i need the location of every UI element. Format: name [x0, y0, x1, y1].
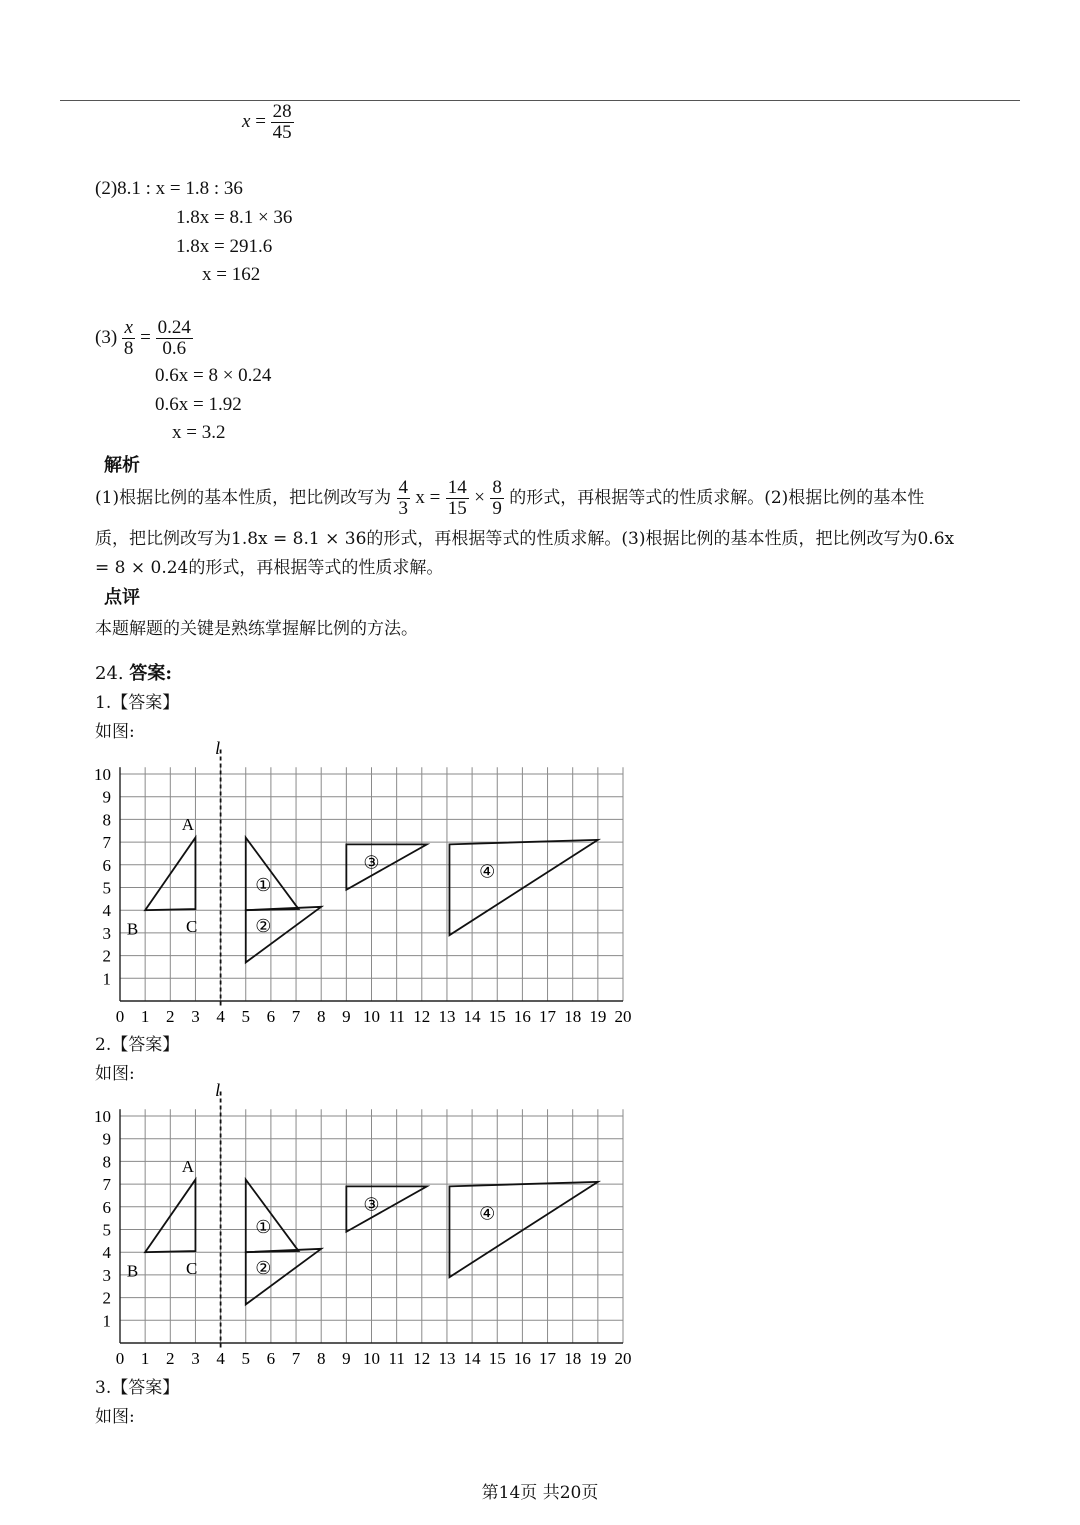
x-tick-label: 10 — [363, 1007, 380, 1026]
x-tick-label: 2 — [166, 1349, 175, 1368]
y-tick-label: 4 — [102, 1243, 111, 1263]
y-tick-label: 8 — [102, 1152, 111, 1172]
shape-label: ③ — [363, 1194, 380, 1215]
x-tick-label: 13 — [438, 1007, 456, 1026]
x-tick-label: 14 — [463, 1349, 481, 1368]
x-tick-label: 19 — [589, 1007, 607, 1026]
y-tick-label: 4 — [102, 901, 111, 921]
y-tick-label: 10 — [94, 1107, 111, 1126]
x-tick-label: 0 — [115, 1349, 125, 1368]
triangle-1 — [246, 1180, 299, 1253]
x-tick-label: 3 — [191, 1007, 200, 1026]
answer-3-caption: 如图: — [95, 1407, 135, 1427]
y-tick-label: 5 — [102, 1220, 111, 1240]
grid-figure-1 — [0, 740, 660, 1034]
header-rule — [60, 100, 1020, 101]
point-label: B — [126, 919, 139, 939]
page-footer: 第14页 共20页 — [481, 1483, 599, 1503]
x-tick-label: 8 — [316, 1349, 326, 1368]
x-tick-label: 17 — [539, 1349, 557, 1368]
x-tick-label: 16 — [513, 1349, 531, 1368]
shape-label: ④ — [479, 1203, 496, 1224]
shape-label: ① — [255, 1217, 272, 1238]
y-tick-label: 9 — [102, 787, 111, 807]
analysis-line-1: (1)根据比例的基本性质，把比例改写为 $\frac{4}{3}$ x = $\frac{14}{15}$ × $\frac{8}{9}$ 的形式，再根据等式的性质求解。(2)根据比例的基本性 — [95, 477, 925, 519]
y-tick-label: 8 — [102, 810, 111, 830]
x-tick-label: 6 — [266, 1007, 276, 1026]
fraction-numerator: 28 — [272, 101, 292, 122]
answer-2-caption: 如图: — [95, 1064, 135, 1084]
grid-svg — [0, 1082, 660, 1372]
part3-line-1: (3) $\frac{x}{8}$ = $\frac{0.24}{0.6}$ — [95, 317, 191, 359]
x-tick-label: 9 — [342, 1007, 351, 1026]
shape-label: ③ — [363, 852, 380, 873]
x-tick-label: 17 — [539, 1007, 557, 1026]
comment-heading: 点评 — [104, 587, 140, 608]
grid-svg — [0, 740, 660, 1030]
answer-1-caption: 如图: — [95, 722, 135, 742]
comment-text: 本题解题的关键是熟练掌握解比例的方法。 — [95, 619, 418, 639]
shape-label: ② — [255, 1258, 272, 1279]
x-tick-label: 15 — [488, 1007, 506, 1026]
x-tick-label: 8 — [316, 1007, 326, 1026]
part2-line-4: x = 162 — [202, 264, 261, 285]
x-tick-label: 4 — [216, 1349, 225, 1368]
question-24-heading: 24. 答案: — [95, 663, 173, 684]
part3-line-4: x = 3.2 — [172, 422, 226, 443]
y-tick-label: 6 — [102, 1197, 111, 1217]
triangle-1 — [246, 838, 299, 911]
answer-3-label: 3.【答案】 — [95, 1378, 180, 1398]
part1-final-line: x = $\frac{28}{45}$ — [242, 101, 292, 143]
x-tick-label: 5 — [241, 1007, 250, 1026]
triangle-3 — [346, 844, 426, 889]
x-tick-label: 15 — [488, 1349, 506, 1368]
point-label: B — [126, 1261, 139, 1281]
shape-label: ① — [255, 875, 272, 896]
x-tick-label: 7 — [291, 1349, 301, 1368]
x-tick-label: 0 — [115, 1007, 125, 1026]
point-label: C — [186, 1259, 198, 1279]
x-tick-label: 18 — [564, 1349, 582, 1368]
x-tick-label: 18 — [564, 1007, 582, 1026]
x-tick-label: 20 — [614, 1349, 632, 1368]
axis-l-label: l — [215, 1082, 221, 1100]
analysis-heading: 解析 — [104, 455, 140, 476]
x-tick-label: 13 — [438, 1349, 456, 1368]
part2-line-2: 1.8x = 8.1 × 36 — [176, 207, 293, 228]
x-tick-label: 9 — [342, 1349, 351, 1368]
y-tick-label: 3 — [102, 923, 111, 943]
x-tick-label: 1 — [140, 1007, 150, 1026]
shape-label: ② — [255, 916, 272, 937]
x-tick-label: 11 — [388, 1349, 405, 1368]
x-tick-label: 5 — [241, 1349, 250, 1368]
answer-1-label: 1.【答案】 — [95, 693, 180, 713]
point-label: A — [181, 1156, 195, 1176]
grid-figure-2 — [0, 1082, 660, 1376]
y-tick-label: 2 — [102, 946, 111, 966]
y-tick-label: 5 — [102, 878, 111, 898]
y-tick-label: 1 — [102, 1311, 111, 1331]
x-tick-label: 6 — [266, 1349, 276, 1368]
y-tick-label: 1 — [102, 969, 111, 989]
part3-line-2: 0.6x = 8 × 0.24 — [155, 365, 272, 386]
x-tick-label: 11 — [388, 1007, 405, 1026]
point-label: A — [181, 814, 195, 834]
x-tick-label: 14 — [463, 1007, 481, 1026]
x-tick-label: 12 — [413, 1349, 431, 1368]
x-tick-label: 3 — [191, 1349, 200, 1368]
y-tick-label: 2 — [102, 1288, 111, 1308]
y-tick-label: 10 — [94, 765, 111, 784]
y-tick-label: 7 — [102, 1175, 111, 1195]
part2-line-1: (2)8.1 : x = 1.8 : 36 — [95, 178, 243, 199]
x-tick-label: 2 — [166, 1007, 175, 1026]
x-tick-label: 1 — [140, 1349, 150, 1368]
x-tick-label: 20 — [614, 1007, 632, 1026]
analysis-line-2: 质，把比例改写为1.8x = 8.1 × 36的形式，再根据等式的性质求解。(3)根据比例的基本性质，把比例改写为0.6x — [95, 529, 955, 549]
x-tick-label: 10 — [363, 1349, 380, 1368]
part3-line-3: 0.6x = 1.92 — [155, 394, 242, 415]
shape-label: ④ — [479, 861, 496, 882]
y-tick-label: 9 — [102, 1129, 111, 1149]
x-tick-label: 7 — [291, 1007, 301, 1026]
axis-l-label: l — [215, 740, 221, 758]
part2-line-3: 1.8x = 291.6 — [176, 236, 273, 257]
x-tick-label: 4 — [216, 1007, 225, 1026]
fraction-denominator: 45 — [272, 121, 292, 143]
analysis-line-3: = 8 × 0.24的形式，再根据等式的性质求解。 — [95, 558, 444, 578]
triangle-3 — [346, 1186, 426, 1231]
x-tick-label: 16 — [513, 1007, 531, 1026]
x-tick-label: 12 — [413, 1007, 431, 1026]
point-label: C — [186, 917, 198, 937]
y-tick-label: 3 — [102, 1265, 111, 1285]
y-tick-label: 6 — [102, 855, 111, 875]
answer-2-label: 2.【答案】 — [95, 1035, 180, 1055]
y-tick-label: 7 — [102, 833, 111, 853]
x-tick-label: 19 — [589, 1349, 607, 1368]
